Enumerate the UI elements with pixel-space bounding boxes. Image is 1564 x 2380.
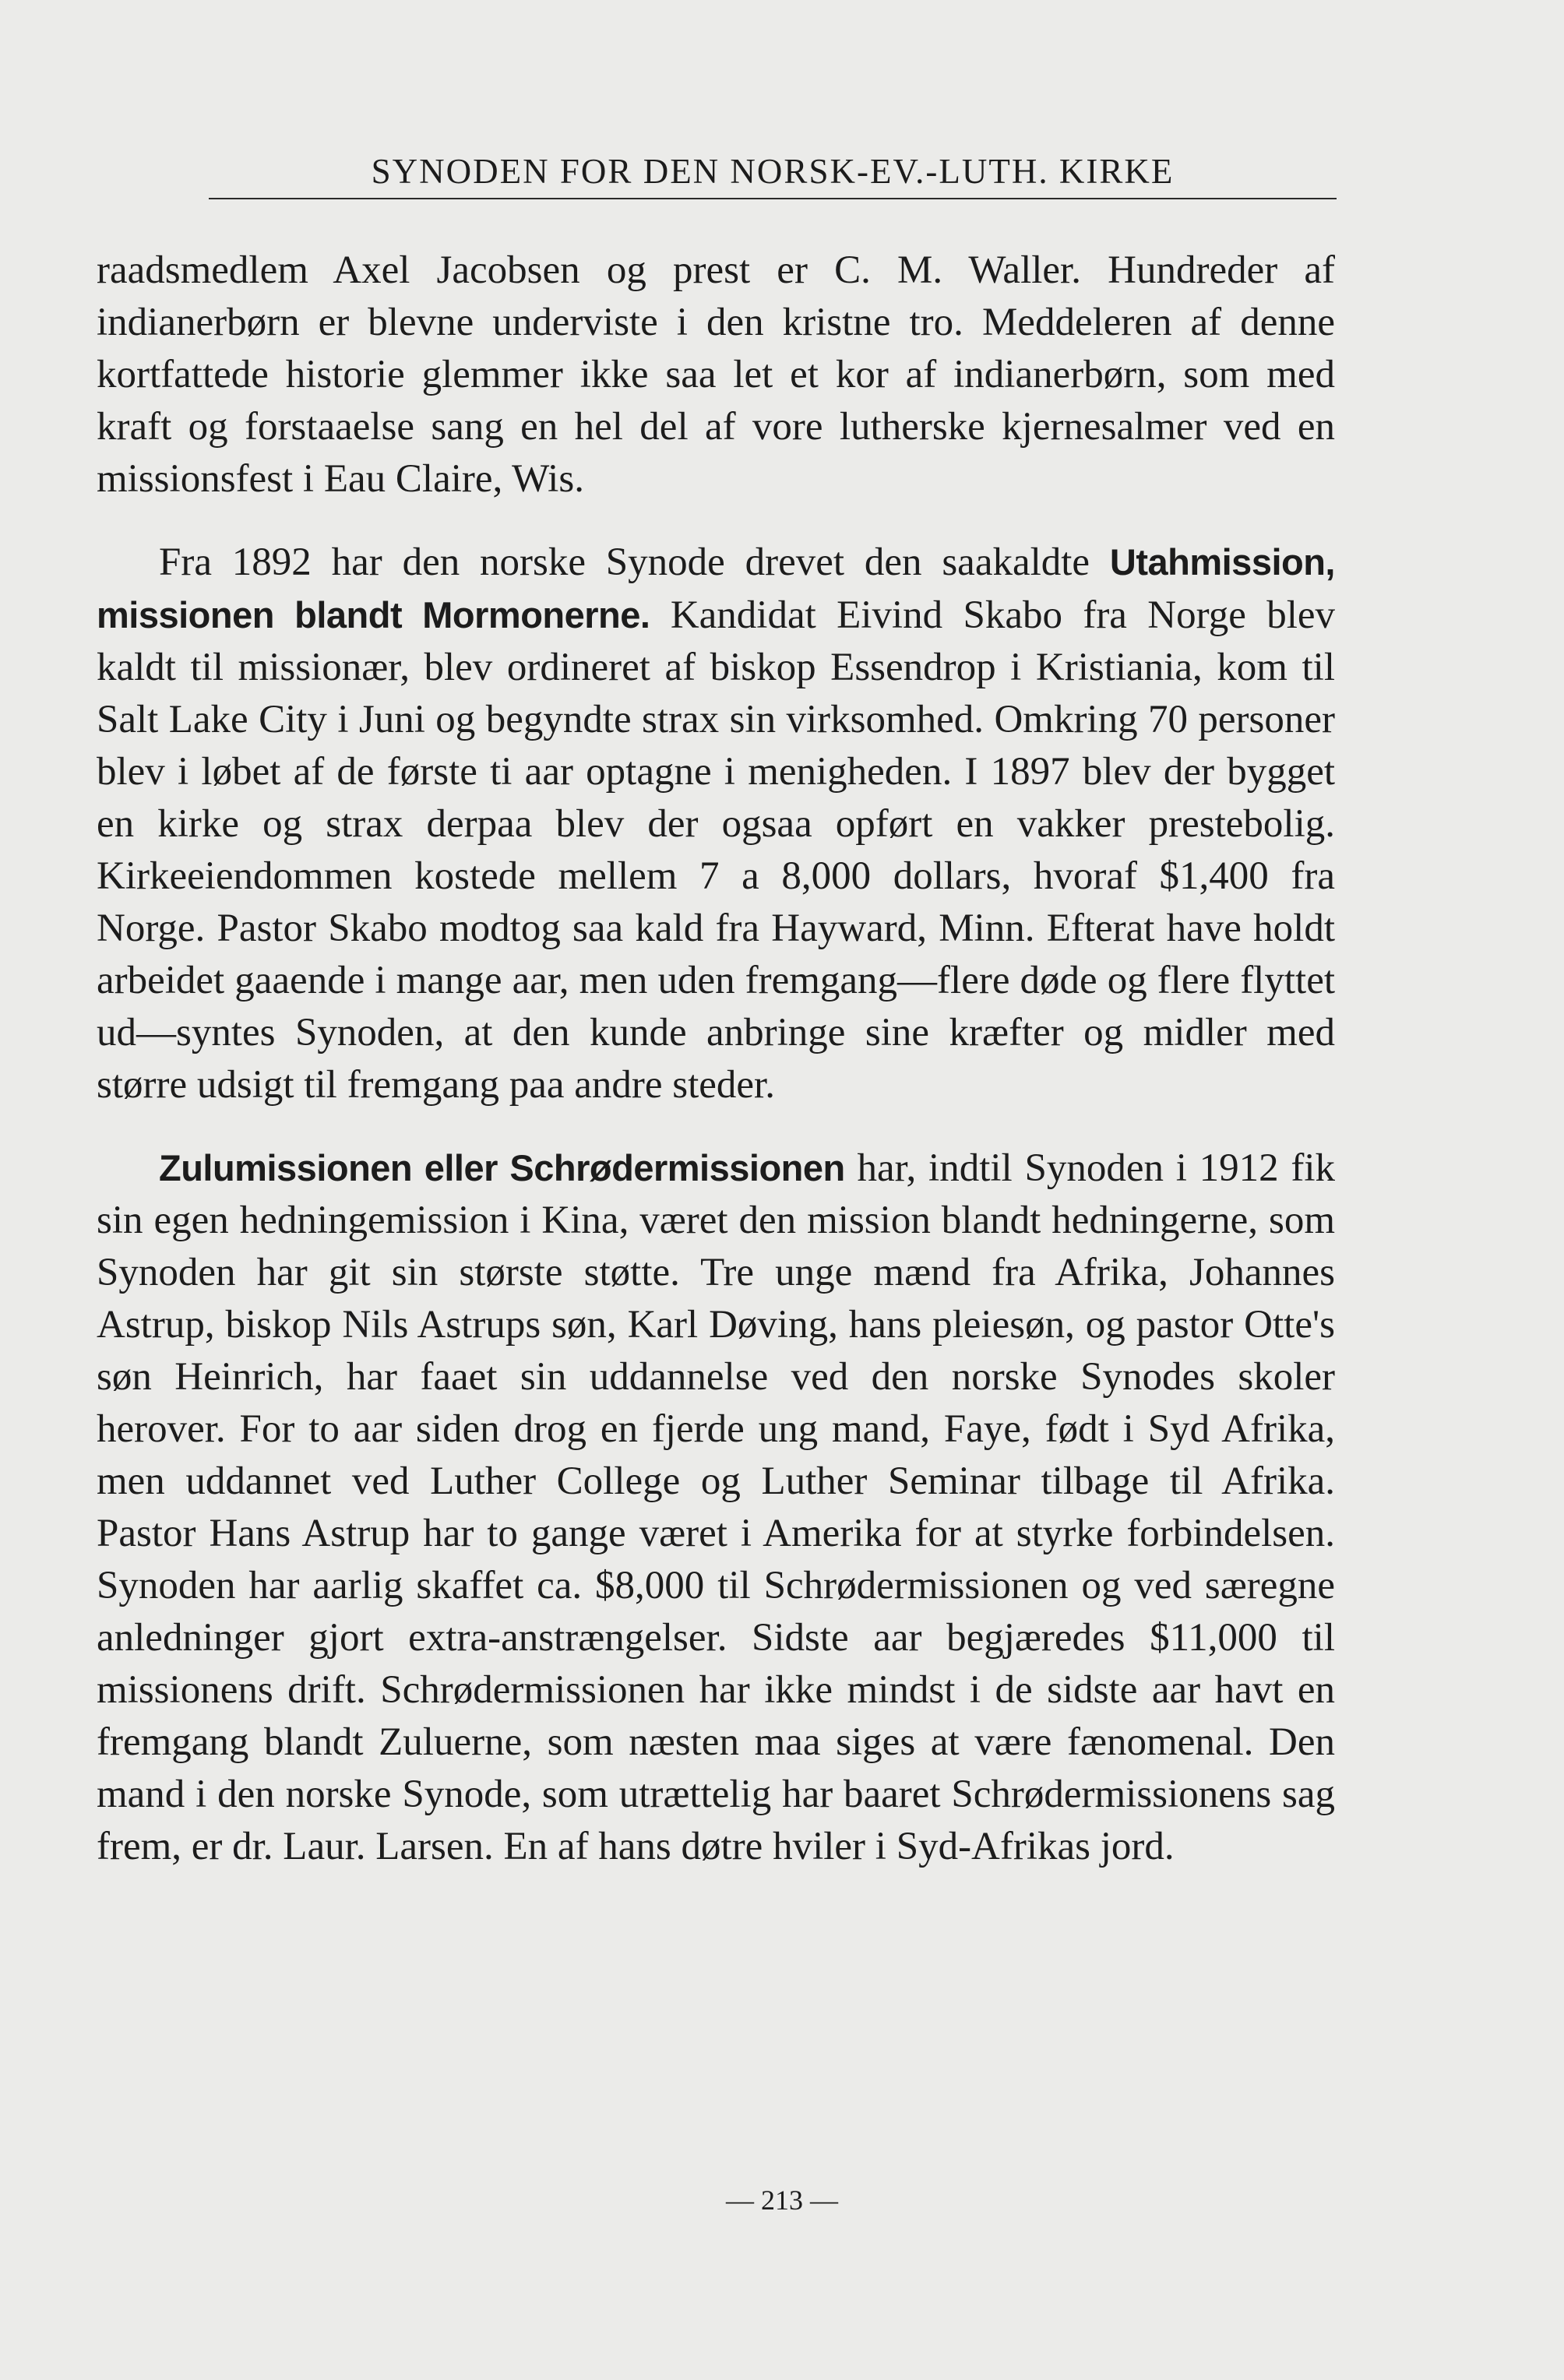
paragraph-2-lead: Fra 1892 har den norske Synode drevet den saakaldte bbox=[159, 540, 1110, 584]
zulumission-heading: Zulumissionen eller Schrødermissionen bbox=[159, 1147, 845, 1188]
paragraph-1-text: raadsmedlem Axel Jacobsen og prest er C. M. Waller. Hundreder af indianerbørn er blevne underviste i den kristne tro. Meddeleren af denne kortfattede historie glemmer ikke saa let et kor af indianerbørn, som med kraft og forstaaelse sang en hel del af vore lutherske kjernesalmer ved en missionsfest i Eau Claire, Wis. bbox=[97, 248, 1335, 501]
page-number: — 213 — bbox=[726, 2185, 838, 2216]
paragraph-3 bbox=[97, 1142, 1335, 1873]
paragraph-2-text: Kandidat Eivind Skabo fra Norge blev kaldt til missionær, blev ordineret af biskop Essendrop i Kristiania, kom til Salt Lake City i Juni og begyndte strax sin virksomhed. Omkring 70 personer blev i løbet af de første ti aar optagne i menigheden. I 1897 blev der bygget en kirke og strax derpaa blev der ogsaa opført en vakker prestebolig. Kirkeeiendommen kostede mellem 7 a 8,000 dollars, hvoraf $1,400 fra Norge. Pastor Skabo modtog saa kald fra Hayward, Minn. Efterat have holdt arbeidet gaaende i mange aar, men uden fremgang—flere døde og flere flyttet ud—syntes Synoden, at den kunde anbringe sine kræfter og midler med større udsigt til fremgang paa andre steder. bbox=[97, 593, 1335, 1107]
running-header: SYNODEN FOR DEN NORSK-EV.-LUTH. KIRKE bbox=[371, 152, 1175, 191]
header-rule bbox=[209, 198, 1337, 199]
paragraph-2 bbox=[97, 536, 1335, 1111]
paragraph-1 bbox=[97, 244, 1335, 505]
page-body bbox=[97, 244, 1335, 1873]
paragraph-3-text: har, indtil Synoden i 1912 fik sin egen hedningemission i Kina, været den mission blandt hedningerne, som Synoden har git sin største støtte. Tre unge mænd fra Afrika, Johannes Astrup, biskop Nils Astrups søn, Karl Døving, hans pleiesøn, og pastor Otte's søn Heinrich, har faaet sin uddannelse ved den norske Synodes skoler herover. For to aar siden drog en fjerde ung mand, Faye, født i Syd Afrika, men uddannet ved Luther College og Luther Seminar tilbage til Afrika. Pastor Hans Astrup har to gange været i Amerika for at styrke forbindelsen. Synoden har aarlig skaffet ca. $8,000 til Schrødermissionen og ved særegne anledninger gjort extra-anstrængelser. Sidste aar begjæredes $11,000 til missionens drift. Schrødermissionen har ikke mindst i de sidste aar havt en fremgang blandt Zuluerne, som næsten maa siges at være fænomenal. Den mand i den norske Synode, som utrættelig har baaret Schrødermissionens sag frem, er dr. Laur. Larsen. En af hans døtre hviler i Syd-Afrikas jord. bbox=[97, 1146, 1335, 1868]
utahmission-heading: Utahmission, missionen blandt Mormonerne. bbox=[97, 541, 1335, 635]
